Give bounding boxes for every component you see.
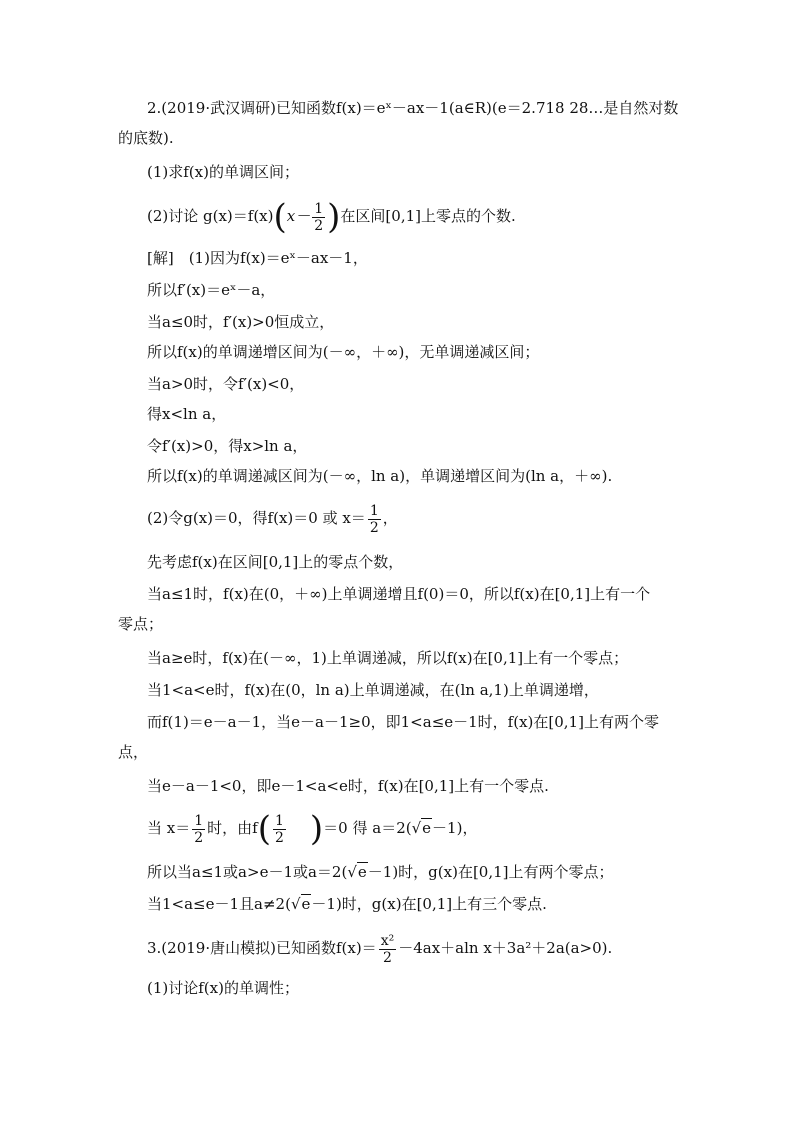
- p3-pre: 3.(2019·唐山模拟)已知函数f(x)＝: [147, 939, 377, 957]
- solution-line-6: 得x<ln a，: [147, 405, 227, 423]
- s16-rad: e: [422, 819, 432, 837]
- solution-line-15: 当e－a－1<0，即e－1<a<e时，f(x)在[0,1]上有一个零点.: [147, 777, 549, 795]
- solution-line-14a: 而f(1)＝e－a－1，当e－a－1≥0，即1<a≤e－1时，f(x)在[0,1]上有两个零: [147, 713, 659, 731]
- solution-line-16: [147, 808, 477, 849]
- s17-rad: e: [357, 863, 367, 881]
- solution-line-10: 先考虑f(x)在区间[0,1]上的零点个数，: [147, 553, 404, 571]
- problem-3-question-1: (1)讨论f(x)的单调性；: [147, 979, 299, 997]
- s18-sqrt: √e: [290, 895, 311, 913]
- s9-den: 2: [369, 519, 379, 536]
- s16-pre: 当 x＝: [147, 819, 191, 837]
- s16-den: 2: [194, 829, 204, 846]
- problem-2-question-2: [147, 196, 516, 237]
- s16-den-b: 2: [274, 829, 284, 846]
- s16-right-paren: ): [309, 809, 324, 849]
- s9-pre: (2)令g(x)＝0，得f(x)＝0 或 x＝: [147, 509, 366, 527]
- solution-line-8: 所以f(x)的单调递减区间为(－∞，ln a)，单调递增区间为(ln a，＋∞).: [147, 467, 613, 485]
- solution-line-14b: 点，: [118, 743, 149, 761]
- solution-line-9: [147, 500, 398, 536]
- solution-line-13: 当1<a<e时，f(x)在(0，ln a)上单调递减，在(ln a,1)上单调递增，: [147, 681, 599, 699]
- p3-den: 2: [382, 949, 392, 966]
- s16-fraction-b: [273, 813, 286, 846]
- s16-sqrt: √e: [411, 819, 432, 837]
- s9-fraction: [368, 503, 381, 536]
- s18-pre: 当1<a≤e－1且a≠2(: [147, 895, 291, 913]
- solution-line-5: 当a>0时，令f′(x)<0，: [147, 375, 305, 393]
- s16-mid: 时，由f: [207, 819, 258, 837]
- s9-num: 1: [369, 502, 379, 519]
- q2-frac-num: 1: [314, 200, 324, 217]
- solution-line-11a: 当a≤1时，f(x)在(0，＋∞)上单调递增且f(0)＝0，所以f(x)在[0,1]上有一个: [147, 585, 651, 603]
- solution-line-4: 所以f(x)的单调递增区间为(－∞，＋∞)，无单调递减区间；: [147, 343, 540, 361]
- p3-fraction: [379, 933, 397, 966]
- solution-line-3: 当a≤0时，f′(x)>0恒成立，: [147, 313, 335, 331]
- s17-pre: 所以当a≤1或a>e－1或a＝2(: [147, 863, 348, 881]
- p3-post: －4ax＋aln x＋3a²＋2a(a>0).: [398, 939, 613, 957]
- q2-text-post: 在区间[0,1]上零点的个数.: [340, 207, 516, 225]
- p3-num: x²: [380, 932, 395, 949]
- s16-num-b: 1: [274, 812, 284, 829]
- solution-line-7: 令f′(x)>0，得x>ln a，: [147, 437, 308, 455]
- problem-2-line-1: 2.(2019·武汉调研)已知函数f(x)＝eˣ－ax－1(a∈R)(e＝2.718 28…是自然对数: [147, 99, 679, 117]
- q2-x: x－: [286, 207, 311, 225]
- s18-post: －1)时，g(x)在[0,1]上有三个零点.: [311, 895, 547, 913]
- solution-line-12: 当a≥e时，f(x)在(－∞，1)上单调递减，所以f(x)在[0,1]上有一个零点；: [147, 649, 629, 667]
- s9-post: ，: [382, 509, 398, 527]
- solution-line-11b: 零点；: [118, 615, 164, 633]
- solution-line-2: 所以f′(x)＝eˣ－a，: [147, 281, 276, 299]
- s16-post: ＝0 得 a＝2(: [323, 819, 412, 837]
- q2-text-pre: (2)讨论 g(x)＝f(x): [147, 207, 274, 225]
- s16-end: －1)，: [432, 819, 478, 837]
- s17-post: －1)时，g(x)在[0,1]上有两个零点；: [367, 863, 614, 881]
- s16-left-paren: (: [257, 809, 271, 849]
- solution-line-18: [147, 894, 547, 914]
- problem-3-line-1: [147, 930, 612, 966]
- q2-frac-den: 2: [314, 217, 324, 234]
- s18-rad: e: [301, 895, 311, 913]
- s16-fraction-a: [192, 813, 205, 846]
- solution-line-1: [解] (1)因为f(x)＝eˣ－ax－1，: [147, 249, 368, 267]
- s17-sqrt: √e: [347, 863, 367, 881]
- problem-2-line-2: 的底数).: [118, 129, 174, 147]
- solution-line-17: [147, 862, 614, 882]
- right-paren: ): [327, 197, 341, 237]
- s16-num: 1: [194, 812, 204, 829]
- q2-fraction: [312, 201, 325, 234]
- problem-2-question-1: (1)求f(x)的单调区间；: [147, 163, 299, 181]
- left-paren: (: [273, 197, 287, 237]
